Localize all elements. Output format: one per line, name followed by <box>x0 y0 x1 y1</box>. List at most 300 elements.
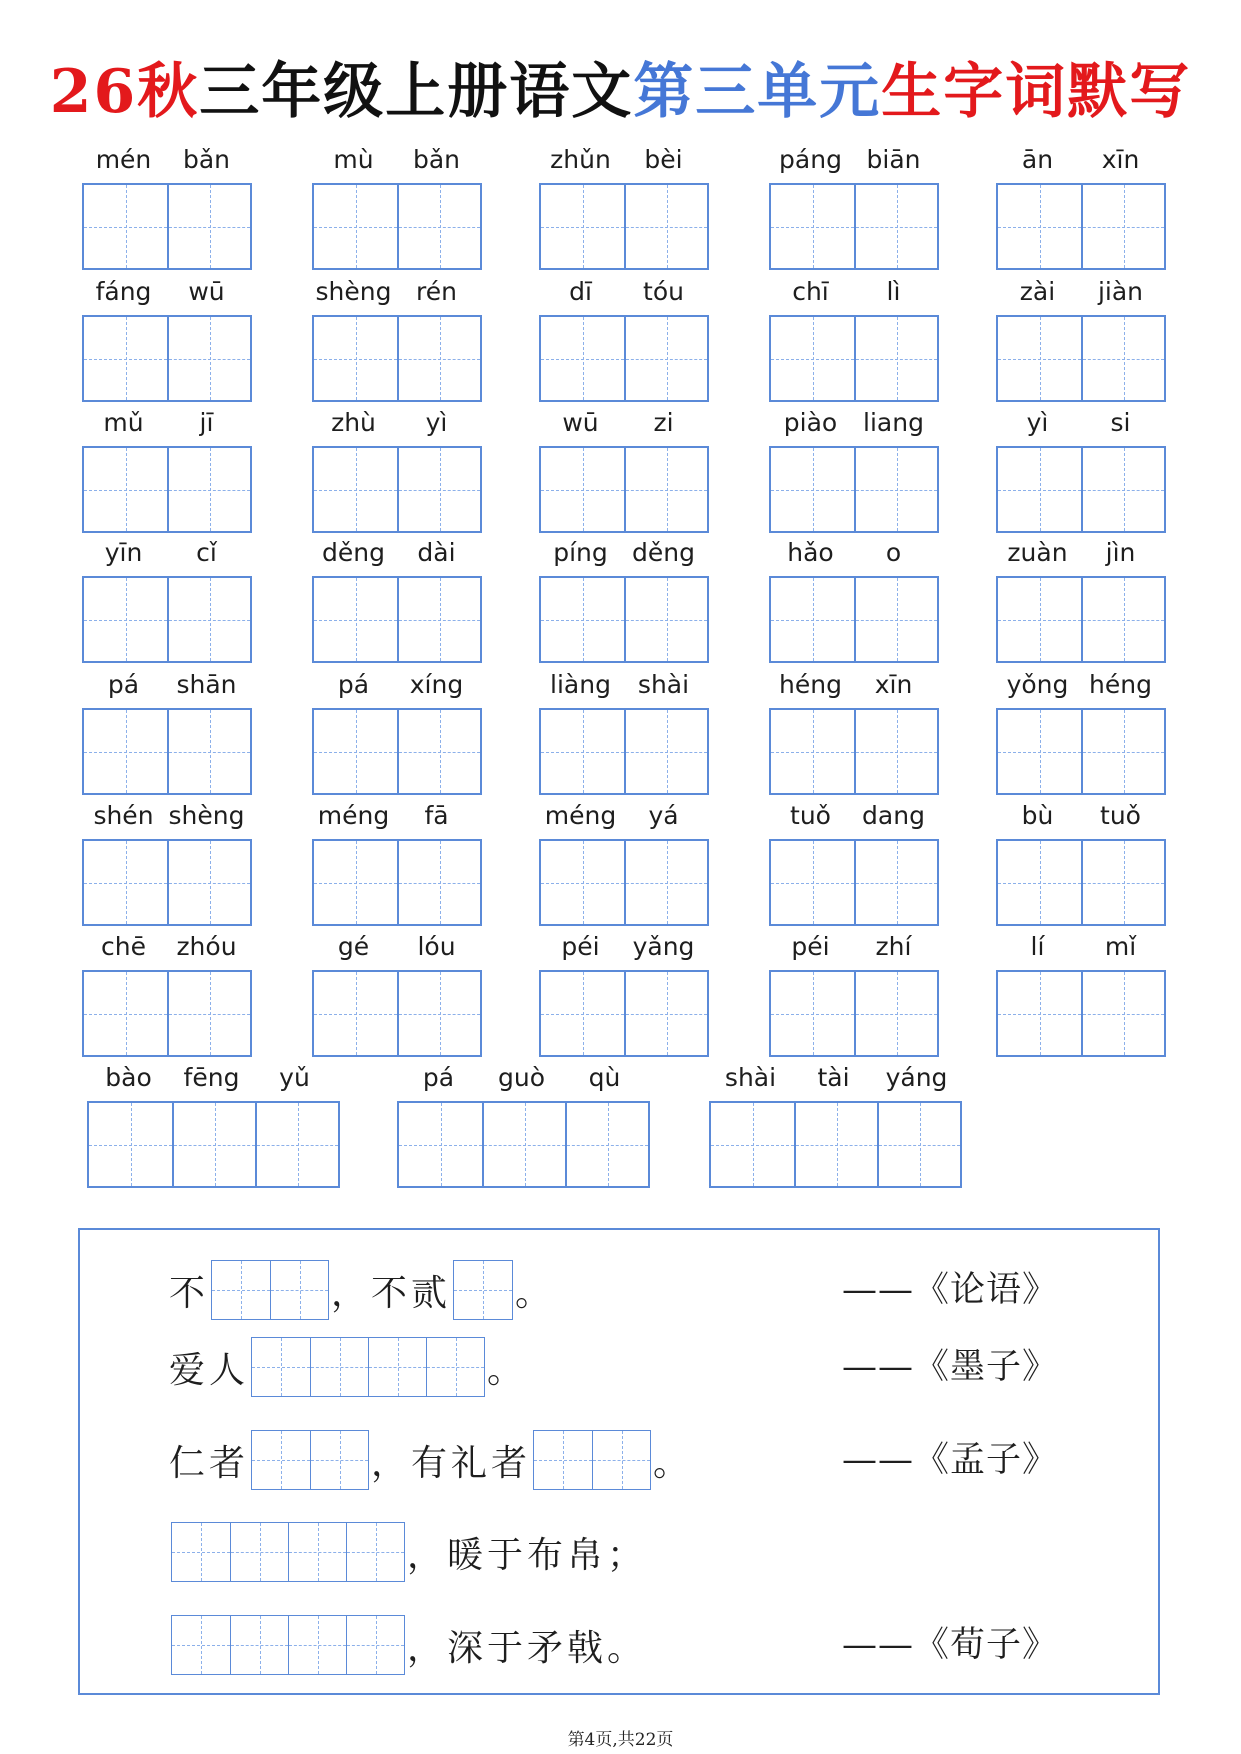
pinyin-syllable: yá <box>648 801 679 830</box>
tianzige-box <box>709 1101 962 1188</box>
tianzige-box <box>82 183 252 270</box>
writing-cell <box>1081 578 1164 661</box>
writing-cell <box>482 1103 565 1186</box>
pinyin-syllable: shān <box>176 670 237 699</box>
pinyin-row <box>996 406 1166 440</box>
pinyin-row <box>769 668 939 702</box>
writing-cell <box>167 972 250 1055</box>
pinyin-row <box>82 275 252 309</box>
tianzige-box <box>996 839 1166 926</box>
writing-cell <box>998 185 1081 268</box>
pinyin-syllable: píng <box>553 538 608 567</box>
writing-cell <box>310 1338 368 1396</box>
quote-line <box>169 1259 555 1321</box>
quote-line <box>169 1336 527 1398</box>
writing-cell <box>624 972 707 1055</box>
word-item <box>539 930 709 1057</box>
writing-cell <box>534 1431 592 1489</box>
writing-cell <box>771 448 854 531</box>
word-item <box>82 406 252 533</box>
answer-blank-box <box>171 1522 405 1582</box>
pinyin-syllable: guò <box>497 1063 545 1092</box>
quote-source: ——《墨子》 <box>842 1347 1059 1387</box>
pinyin-row <box>996 536 1166 570</box>
pinyin-syllable: zi <box>653 408 674 437</box>
quote-line <box>169 1521 647 1583</box>
pinyin-syllable: ān <box>1021 145 1054 174</box>
pinyin-syllable: péi <box>791 932 830 961</box>
word-item <box>769 799 939 926</box>
writing-cell <box>854 448 937 531</box>
writing-cell <box>397 841 480 924</box>
pinyin-syllable: zuàn <box>1007 538 1068 567</box>
writing-cell <box>998 317 1081 400</box>
pinyin-row <box>87 1061 340 1095</box>
word-item <box>312 930 482 1057</box>
writing-cell <box>252 1338 310 1396</box>
writing-cell <box>346 1616 404 1674</box>
writing-cell <box>998 710 1081 793</box>
pinyin-syllable: yǒng <box>1006 670 1069 699</box>
writing-cell <box>854 185 937 268</box>
quote-line <box>169 1429 693 1491</box>
word-item <box>312 799 482 926</box>
pinyin-syllable: piào <box>783 408 838 437</box>
pinyin-syllable: xīn <box>1101 145 1140 174</box>
writing-cell <box>314 972 397 1055</box>
word-item <box>312 536 482 663</box>
pinyin-syllable: pá <box>337 670 370 699</box>
pinyin-syllable: shài <box>637 670 690 699</box>
writing-cell <box>399 1103 482 1186</box>
word-item <box>539 406 709 533</box>
pinyin-syllable: gé <box>337 932 370 961</box>
pinyin-syllable: tài <box>817 1063 850 1092</box>
writing-cell <box>624 185 707 268</box>
writing-cell <box>771 841 854 924</box>
quote-text: 。 <box>487 1349 528 1391</box>
tianzige-box <box>769 708 939 795</box>
pinyin-syllable: o <box>885 538 902 567</box>
word-item <box>82 799 252 926</box>
word-item <box>769 406 939 533</box>
writing-cell <box>998 841 1081 924</box>
title-unit: 第三单元 <box>633 57 882 127</box>
word-item <box>769 143 939 270</box>
pinyin-row <box>82 668 252 702</box>
writing-cell <box>624 448 707 531</box>
writing-cell <box>167 710 250 793</box>
pinyin-syllable: shài <box>724 1063 777 1092</box>
writing-cell <box>854 841 937 924</box>
pinyin-row <box>82 536 252 570</box>
tianzige-box <box>769 576 939 663</box>
writing-cell <box>771 185 854 268</box>
tianzige-box <box>996 708 1166 795</box>
word-item <box>996 668 1166 795</box>
writing-cell <box>771 972 854 1055</box>
answer-blank-box <box>171 1615 405 1675</box>
writing-cell <box>230 1616 288 1674</box>
writing-cell <box>288 1616 346 1674</box>
writing-cell <box>854 710 937 793</box>
tianzige-box <box>312 315 482 402</box>
pinyin-syllable: fā <box>424 801 449 830</box>
writing-cell <box>624 841 707 924</box>
quote-text: 。 <box>515 1272 556 1314</box>
pinyin-syllable: yǎng <box>632 932 695 961</box>
pinyin-row <box>82 143 252 177</box>
tianzige-box <box>312 446 482 533</box>
pinyin-row <box>996 930 1166 964</box>
pinyin-row <box>82 799 252 833</box>
quote-source: ——《论语》 <box>842 1270 1059 1310</box>
writing-cell <box>314 710 397 793</box>
writing-cell <box>854 317 937 400</box>
writing-cell <box>877 1103 960 1186</box>
tianzige-box <box>769 970 939 1057</box>
writing-cell <box>1081 841 1164 924</box>
writing-cell <box>1081 448 1164 531</box>
writing-cell <box>592 1431 650 1489</box>
writing-cell <box>624 317 707 400</box>
pinyin-row <box>312 143 482 177</box>
pinyin-syllable: héng <box>1089 670 1152 699</box>
answer-blank-box <box>533 1430 651 1490</box>
pinyin-syllable: mǐ <box>1104 932 1137 961</box>
writing-cell <box>771 578 854 661</box>
quote-text: ，有礼者 <box>371 1442 532 1484</box>
writing-cell <box>84 710 167 793</box>
pinyin-syllable: fēng <box>183 1063 240 1092</box>
pinyin-syllable: yì <box>1026 408 1049 437</box>
writing-cell <box>167 841 250 924</box>
pinyin-syllable: mén <box>95 145 152 174</box>
tianzige-box <box>539 315 709 402</box>
pinyin-row <box>769 143 939 177</box>
tianzige-box <box>397 1101 650 1188</box>
pinyin-syllable: lì <box>886 277 901 306</box>
quote-text: 仁者 <box>169 1442 250 1484</box>
tianzige-box <box>82 446 252 533</box>
pinyin-syllable: lóu <box>417 932 456 961</box>
writing-cell <box>84 578 167 661</box>
tianzige-box <box>769 839 939 926</box>
pinyin-syllable: lí <box>1030 932 1045 961</box>
pinyin-syllable: xíng <box>409 670 464 699</box>
writing-cell <box>212 1261 270 1319</box>
pinyin-syllable: dī <box>569 277 592 306</box>
pinyin-row <box>539 668 709 702</box>
word-item <box>539 536 709 663</box>
writing-cell <box>397 317 480 400</box>
pinyin-syllable: mù <box>333 145 374 174</box>
pinyin-syllable: zhù <box>331 408 376 437</box>
pinyin-row <box>996 668 1166 702</box>
tianzige-box <box>539 576 709 663</box>
pinyin-syllable: zhǔn <box>550 145 611 174</box>
writing-cell <box>565 1103 648 1186</box>
quote-text: ，暖于布帛； <box>407 1534 648 1576</box>
pinyin-syllable: bèi <box>644 145 683 174</box>
page-number: 第4页,共22页 <box>567 1730 674 1750</box>
pinyin-row <box>769 930 939 964</box>
word-item <box>769 275 939 402</box>
tianzige-box <box>996 183 1166 270</box>
pinyin-syllable: shèng <box>315 277 392 306</box>
writing-cell <box>84 317 167 400</box>
word-item <box>709 1061 962 1188</box>
word-item <box>769 930 939 1057</box>
tianzige-box <box>539 970 709 1057</box>
pinyin-syllable: mǔ <box>103 408 144 437</box>
word-item <box>769 668 939 795</box>
pinyin-row <box>996 143 1166 177</box>
pinyin-syllable: yáng <box>885 1063 948 1092</box>
pinyin-row <box>312 536 482 570</box>
writing-cell <box>172 1616 230 1674</box>
pinyin-syllable: zhí <box>875 932 912 961</box>
pinyin-syllable: biān <box>866 145 921 174</box>
writing-cell <box>172 1523 230 1581</box>
pinyin-syllable: zài <box>1019 277 1056 306</box>
word-item <box>539 668 709 795</box>
pinyin-syllable: tuǒ <box>790 801 831 830</box>
tianzige-box <box>996 446 1166 533</box>
pinyin-syllable: bù <box>1021 801 1054 830</box>
quote-line <box>169 1614 647 1676</box>
word-item <box>312 143 482 270</box>
quote-text: ，不贰 <box>331 1272 452 1314</box>
pinyin-row <box>769 536 939 570</box>
word-item <box>996 536 1166 663</box>
writing-cell <box>624 578 707 661</box>
pinyin-syllable: pá <box>422 1063 455 1092</box>
pinyin-syllable: zhóu <box>176 932 237 961</box>
word-item <box>397 1061 650 1188</box>
answer-blank-box <box>211 1260 329 1320</box>
writing-cell <box>167 578 250 661</box>
writing-cell <box>314 578 397 661</box>
tianzige-box <box>312 183 482 270</box>
word-item <box>82 536 252 663</box>
pinyin-syllable: chē <box>101 932 146 961</box>
pinyin-syllable: shèng <box>168 801 245 830</box>
pinyin-row <box>82 406 252 440</box>
writing-cell <box>89 1103 172 1186</box>
tianzige-box <box>82 315 252 402</box>
title-task: 生字词默写 <box>881 57 1192 127</box>
tianzige-box <box>996 315 1166 402</box>
pinyin-syllable: hǎo <box>787 538 834 567</box>
writing-cell <box>172 1103 255 1186</box>
pinyin-row <box>539 275 709 309</box>
tianzige-box <box>312 970 482 1057</box>
writing-cell <box>255 1103 338 1186</box>
word-item <box>312 406 482 533</box>
pinyin-syllable: yì <box>425 408 448 437</box>
tianzige-box <box>82 576 252 663</box>
pinyin-syllable: méng <box>317 801 390 830</box>
pinyin-syllable: bǎn <box>182 145 231 174</box>
writing-cell <box>397 578 480 661</box>
writing-cell <box>998 578 1081 661</box>
writing-cell <box>771 317 854 400</box>
pinyin-row <box>709 1061 962 1095</box>
writing-cell <box>541 185 624 268</box>
writing-cell <box>270 1261 328 1319</box>
pinyin-row <box>539 406 709 440</box>
quote-text: 爱人 <box>169 1349 250 1391</box>
writing-cell <box>624 710 707 793</box>
writing-cell <box>84 972 167 1055</box>
writing-cell <box>1081 185 1164 268</box>
writing-cell <box>426 1338 484 1396</box>
word-item <box>996 143 1166 270</box>
writing-cell <box>397 710 480 793</box>
writing-cell <box>541 972 624 1055</box>
pinyin-syllable: wū <box>562 408 599 437</box>
pinyin-syllable: chī <box>792 277 829 306</box>
writing-cell <box>314 448 397 531</box>
writing-cell <box>541 710 624 793</box>
writing-cell <box>167 448 250 531</box>
pinyin-syllable: qù <box>588 1063 621 1092</box>
pinyin-syllable: héng <box>779 670 842 699</box>
writing-cell <box>167 185 250 268</box>
word-item <box>312 668 482 795</box>
writing-cell <box>1081 317 1164 400</box>
word-item <box>769 536 939 663</box>
pinyin-syllable: liang <box>863 408 924 437</box>
pinyin-syllable: yǔ <box>279 1063 310 1092</box>
pinyin-syllable: bǎn <box>412 145 461 174</box>
pinyin-syllable: cǐ <box>196 538 217 567</box>
title-book: 三年级上册语文 <box>199 57 634 127</box>
tianzige-box <box>539 183 709 270</box>
pinyin-syllable: wū <box>188 277 225 306</box>
answer-blank-box <box>251 1337 485 1397</box>
tianzige-box <box>312 839 482 926</box>
writing-cell <box>314 185 397 268</box>
tianzige-box <box>539 446 709 533</box>
writing-cell <box>84 841 167 924</box>
word-item <box>312 275 482 402</box>
pinyin-syllable: jìn <box>1105 538 1136 567</box>
tianzige-box <box>539 839 709 926</box>
quote-text: 不 <box>169 1272 210 1314</box>
word-item <box>82 668 252 795</box>
tianzige-box <box>82 708 252 795</box>
pinyin-syllable: tuǒ <box>1100 801 1141 830</box>
writing-cell <box>346 1523 404 1581</box>
writing-cell <box>541 448 624 531</box>
writing-cell <box>368 1338 426 1396</box>
classical-quotes-panel <box>78 1228 1160 1695</box>
pinyin-syllable: dang <box>862 801 925 830</box>
pinyin-row <box>312 799 482 833</box>
tianzige-box <box>82 839 252 926</box>
pinyin-syllable: si <box>1110 408 1131 437</box>
pinyin-row <box>769 799 939 833</box>
writing-cell <box>794 1103 877 1186</box>
pinyin-row <box>769 275 939 309</box>
tianzige-box <box>312 576 482 663</box>
pinyin-syllable: děng <box>322 538 385 567</box>
pinyin-syllable: dài <box>417 538 456 567</box>
word-item <box>996 275 1166 402</box>
pinyin-syllable: xīn <box>874 670 913 699</box>
writing-cell <box>167 317 250 400</box>
writing-cell <box>998 972 1081 1055</box>
pinyin-row <box>996 275 1166 309</box>
pinyin-row <box>397 1061 650 1095</box>
pinyin-syllable: jiàn <box>1097 277 1144 306</box>
writing-cell <box>252 1431 310 1489</box>
writing-cell <box>84 185 167 268</box>
tianzige-box <box>996 970 1166 1057</box>
tianzige-box <box>82 970 252 1057</box>
pinyin-syllable: pá <box>107 670 140 699</box>
pinyin-row <box>82 930 252 964</box>
pinyin-syllable: méng <box>544 801 617 830</box>
writing-cell <box>288 1523 346 1581</box>
word-item <box>996 799 1166 926</box>
quote-source: ——《孟子》 <box>842 1440 1059 1480</box>
writing-cell <box>1081 972 1164 1055</box>
pinyin-syllable: děng <box>632 538 695 567</box>
writing-cell <box>454 1261 512 1319</box>
worksheet-title <box>0 54 1241 130</box>
writing-cell <box>854 972 937 1055</box>
writing-cell <box>998 448 1081 531</box>
tianzige-box <box>996 576 1166 663</box>
writing-cell <box>310 1431 368 1489</box>
writing-cell <box>314 317 397 400</box>
pinyin-row <box>996 799 1166 833</box>
pinyin-row <box>539 143 709 177</box>
word-item <box>82 275 252 402</box>
writing-cell <box>1081 710 1164 793</box>
word-item <box>539 275 709 402</box>
writing-cell <box>711 1103 794 1186</box>
pinyin-syllable: páng <box>779 145 842 174</box>
writing-cell <box>314 841 397 924</box>
pinyin-row <box>312 930 482 964</box>
quote-source: ——《荀子》 <box>842 1625 1059 1665</box>
pinyin-row <box>769 406 939 440</box>
writing-cell <box>230 1523 288 1581</box>
writing-cell <box>397 448 480 531</box>
pinyin-row <box>312 668 482 702</box>
pinyin-row <box>312 275 482 309</box>
word-item <box>996 930 1166 1057</box>
pinyin-row <box>539 536 709 570</box>
tianzige-box <box>312 708 482 795</box>
pinyin-row <box>312 406 482 440</box>
writing-cell <box>541 317 624 400</box>
answer-blank-box <box>453 1260 513 1320</box>
word-item <box>539 799 709 926</box>
pinyin-syllable: jī <box>199 408 214 437</box>
pinyin-row <box>539 930 709 964</box>
pinyin-row <box>539 799 709 833</box>
writing-cell <box>84 448 167 531</box>
writing-cell <box>541 578 624 661</box>
pinyin-syllable: shén <box>93 801 154 830</box>
writing-cell <box>397 185 480 268</box>
word-item <box>996 406 1166 533</box>
